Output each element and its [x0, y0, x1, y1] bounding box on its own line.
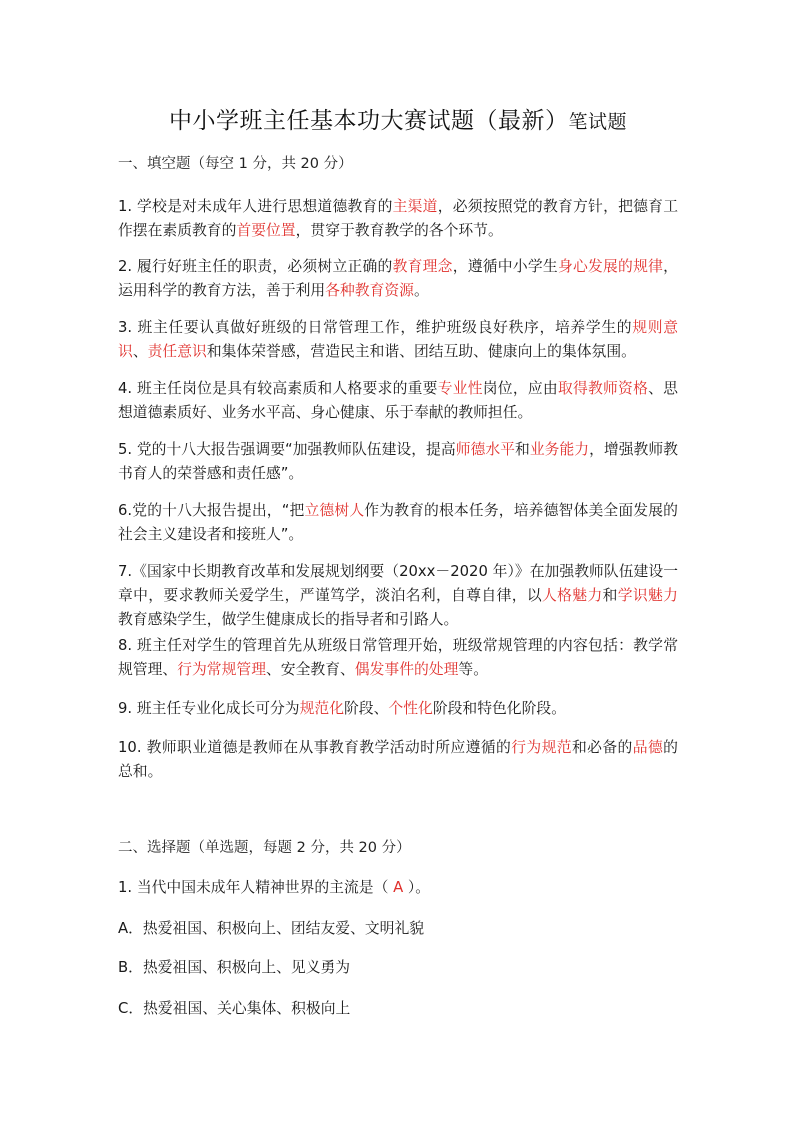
section-2-heading: 二、选择题（单选题，每题 2 分，共 20 分） [118, 840, 411, 856]
answer-blank: 身心发展的规律 [557, 258, 664, 275]
title-main: 中小学班主任基本功大赛试题（最新） [168, 108, 569, 134]
document-title [118, 102, 678, 135]
answer-blank: 各种教育资源 [325, 282, 414, 299]
fill-item-9 [118, 697, 678, 721]
item-text: 10. 教师职业道德是教师在从事教育教学活动时所应遵循的 [118, 739, 512, 756]
question-stem: 1. 当代中国未成年人精神世界的主流是（ [118, 879, 389, 896]
answer-blank: 教育理念 [392, 258, 453, 275]
answer-blank: 品德 [632, 739, 664, 756]
item-text: 的总和。 [118, 739, 678, 780]
answer-blank: 规则意识 [118, 319, 678, 360]
answer-label: A [388, 879, 408, 896]
fill-item-1 [118, 195, 678, 243]
item-text: 、安全教育、 [266, 661, 355, 678]
option-c: C．热爱祖国、关心集体、积极向上 [118, 1000, 351, 1017]
item-text: 8. 班主任对学生的管理首先从班级日常管理开始，班级常规管理的内容包括：教学常规管理、 [118, 637, 678, 678]
answer-blank: 业务能力 [529, 441, 590, 458]
answer-blank: 学识魅力 [617, 587, 678, 604]
section-1-heading: 一、填空题（每空 1 分，共 20 分） [118, 156, 353, 172]
fill-item-7 [118, 560, 678, 632]
fill-item-4 [118, 377, 678, 425]
item-text: 等。 [458, 661, 488, 678]
item-text: 和 [514, 441, 530, 458]
answer-blank: 偶发事件的处理 [354, 661, 459, 678]
answer-blank: 规范化 [299, 700, 344, 717]
answer-blank: 立德树人 [304, 502, 365, 519]
fill-item-5 [118, 438, 678, 486]
item-text: 6.党的十八大报告提出，“把 [118, 502, 305, 519]
item-text: 7.《国家中长期教育改革和发展规划纲要（20xx－2020 年）》在加强教师队伍建设一章中，要求教师关爱学生，严谨笃学，淡泊名利，自尊自律，以 [118, 563, 678, 604]
fill-item-2 [118, 255, 678, 303]
option-a: A．热爱祖国、积极向上、团结友爱、文明礼貌 [118, 920, 425, 937]
answer-blank: 主渠道 [392, 198, 438, 215]
item-text: 3. 班主任要认真做好班级的日常管理工作，维护班级良好秩序，培养学生的 [118, 319, 633, 336]
fill-item-10 [118, 736, 678, 784]
item-text: 2. 履行好班主任的职责，必须树立正确的 [118, 258, 393, 275]
item-text: 、思想道德素质好、业务水平高、身心健康、乐于奉献的教师担任。 [118, 380, 678, 421]
item-text: 4. 班主任岗位是具有较高素质和人格要求的重要 [118, 380, 438, 397]
answer-blank: 行为常规管理 [177, 661, 266, 678]
item-text: ，遵循中小学生 [452, 258, 558, 275]
option-b: B．热爱祖国、积极向上、见义勇为 [118, 959, 351, 976]
answer-blank: 专业性 [437, 380, 483, 397]
answer-blank: 首要位置 [236, 222, 296, 239]
item-text: 和必备的 [571, 739, 633, 756]
answer-blank: 取得教师资格 [557, 380, 649, 397]
item-text: ，运用科学的教育方法，善于利用 [118, 258, 678, 299]
item-text: 阶段、 [344, 700, 389, 717]
item-text: 和集体荣誉感，营造民主和谐、团结互助、健康向上的集体氛围。 [206, 343, 636, 360]
answer-blank: 行为规范 [511, 739, 572, 756]
item-text: 。 [413, 282, 429, 299]
title-suffix: 笔试题 [568, 111, 627, 133]
item-text: 5. 党的十八大报告强调要“加强教师队伍建设，提高 [118, 441, 456, 458]
item-text: 和 [602, 587, 618, 604]
item-text: 9. 班主任专业化成长可分为 [118, 700, 300, 717]
item-text: ，增强教师教书育人的荣誉感和责任感”。 [118, 441, 678, 482]
item-text: 、 [132, 343, 148, 360]
item-text: 1. 学校是对未成年人进行思想道德教育的 [118, 198, 393, 215]
fill-item-3 [118, 316, 678, 364]
item-text: ，必须按照党的教育方针，把德育工作摆在素质教育的 [118, 198, 678, 239]
answer-blank: 个性化 [388, 700, 433, 717]
fill-item-6 [118, 499, 678, 547]
choice-question-1 [118, 876, 430, 897]
item-text: 作为教育的根本任务，培养德智体美全面发展的社会主义建设者和接班人”。 [118, 502, 678, 543]
answer-blank: 人格魅力 [542, 587, 603, 604]
item-text: 岗位，应由 [482, 380, 558, 397]
answer-blank: 师德水平 [455, 441, 515, 458]
question-stem-end: ）。 [407, 879, 431, 896]
item-text: 阶段和特色化阶段。 [432, 700, 566, 717]
item-text: 教育感染学生，做学生健康成长的指导者和引路人。 [118, 611, 459, 628]
fill-item-8 [118, 634, 678, 682]
item-text: ，贯穿于教育教学的各个环节。 [295, 222, 503, 239]
answer-blank: 责任意识 [147, 343, 207, 360]
